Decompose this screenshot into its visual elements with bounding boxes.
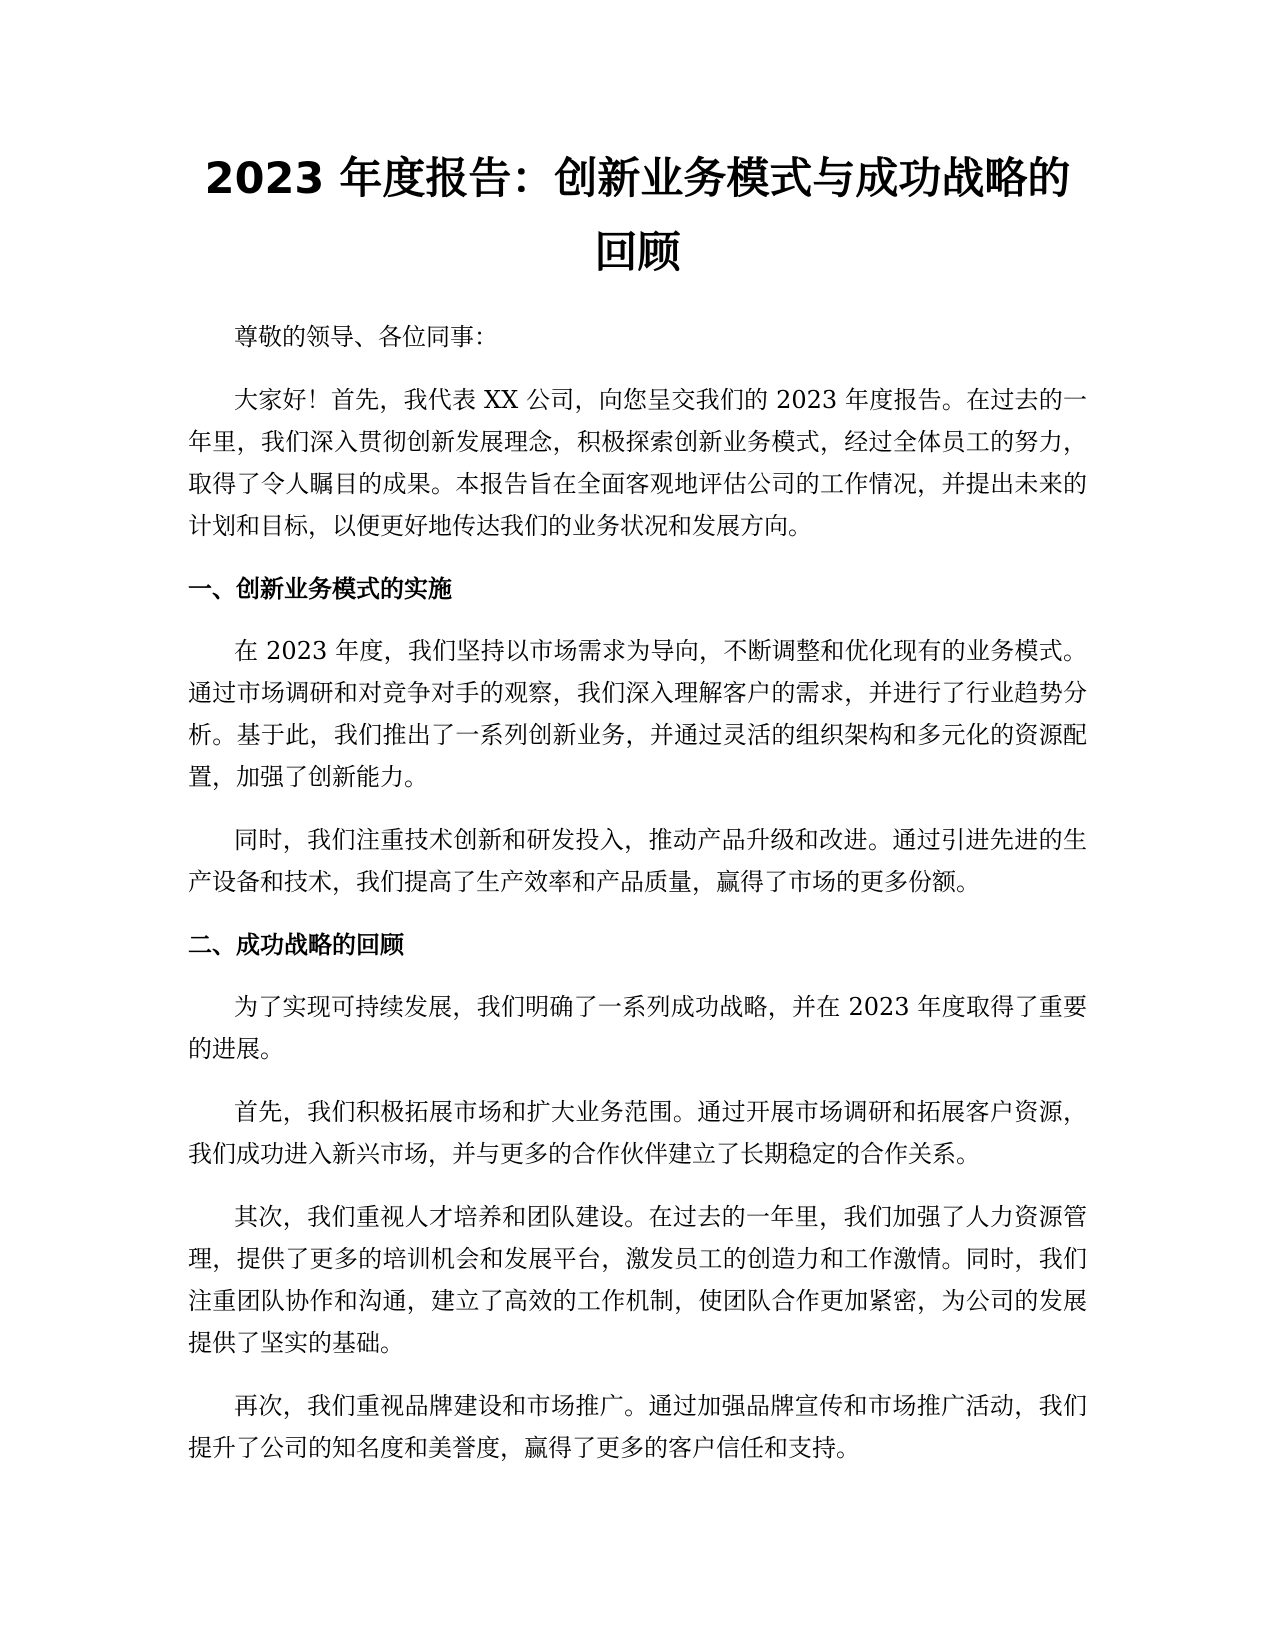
section-heading-innovation: 一、创新业务模式的实施	[188, 575, 452, 603]
section-heading-strategy: 二、成功战略的回顾	[188, 931, 404, 959]
section-paragraph: 同时，我们注重技术创新和研发投入，推动产品升级和改进。通过引进先进的生产设备和技术，我们提高了生产效率和产品质量，赢得了市场的更多份额。	[188, 826, 1087, 896]
section-paragraph: 为了实现可持续发展，我们明确了一系列成功战略，并在 2023 年度取得了重要的进展。	[188, 993, 1087, 1063]
document-title: 2023 年度报告：创新业务模式与成功战略的回顾	[204, 154, 1071, 278]
intro-paragraph: 大家好！首先，我代表 XX 公司，向您呈交我们的 2023 年度报告。在过去的一年里，我们深入贯彻创新发展理念，积极探索创新业务模式，经过全体员工的努力，取得了令人瞩目的成果。本报告旨在全面客观地评估公司的工作情况，并提出未来的计划和目标，以便更好地传达我们的业务状况和发展方向。	[188, 386, 1087, 540]
section-paragraph: 再次，我们重视品牌建设和市场推广。通过加强品牌宣传和市场推广活动，我们提升了公司的知名度和美誉度，赢得了更多的客户信任和支持。	[188, 1392, 1087, 1462]
salutation: 尊敬的领导、各位同事：	[234, 323, 498, 351]
section-paragraph: 在 2023 年度，我们坚持以市场需求为导向，不断调整和优化现有的业务模式。通过市场调研和对竞争对手的观察，我们深入理解客户的需求，并进行了行业趋势分析。基于此，我们推出了一系列创新业务，并通过灵活的组织架构和多元化的资源配置，加强了创新能力。	[188, 637, 1087, 791]
section-paragraph: 首先，我们积极拓展市场和扩大业务范围。通过开展市场调研和拓展客户资源，我们成功进入新兴市场，并与更多的合作伙伴建立了长期稳定的合作关系。	[188, 1098, 1087, 1168]
section-paragraph: 其次，我们重视人才培养和团队建设。在过去的一年里，我们加强了人力资源管理，提供了更多的培训机会和发展平台，激发员工的创造力和工作激情。同时，我们注重团队协作和沟通，建立了高效的工作机制，使团队合作更加紧密，为公司的发展提供了坚实的基础。	[188, 1203, 1087, 1357]
